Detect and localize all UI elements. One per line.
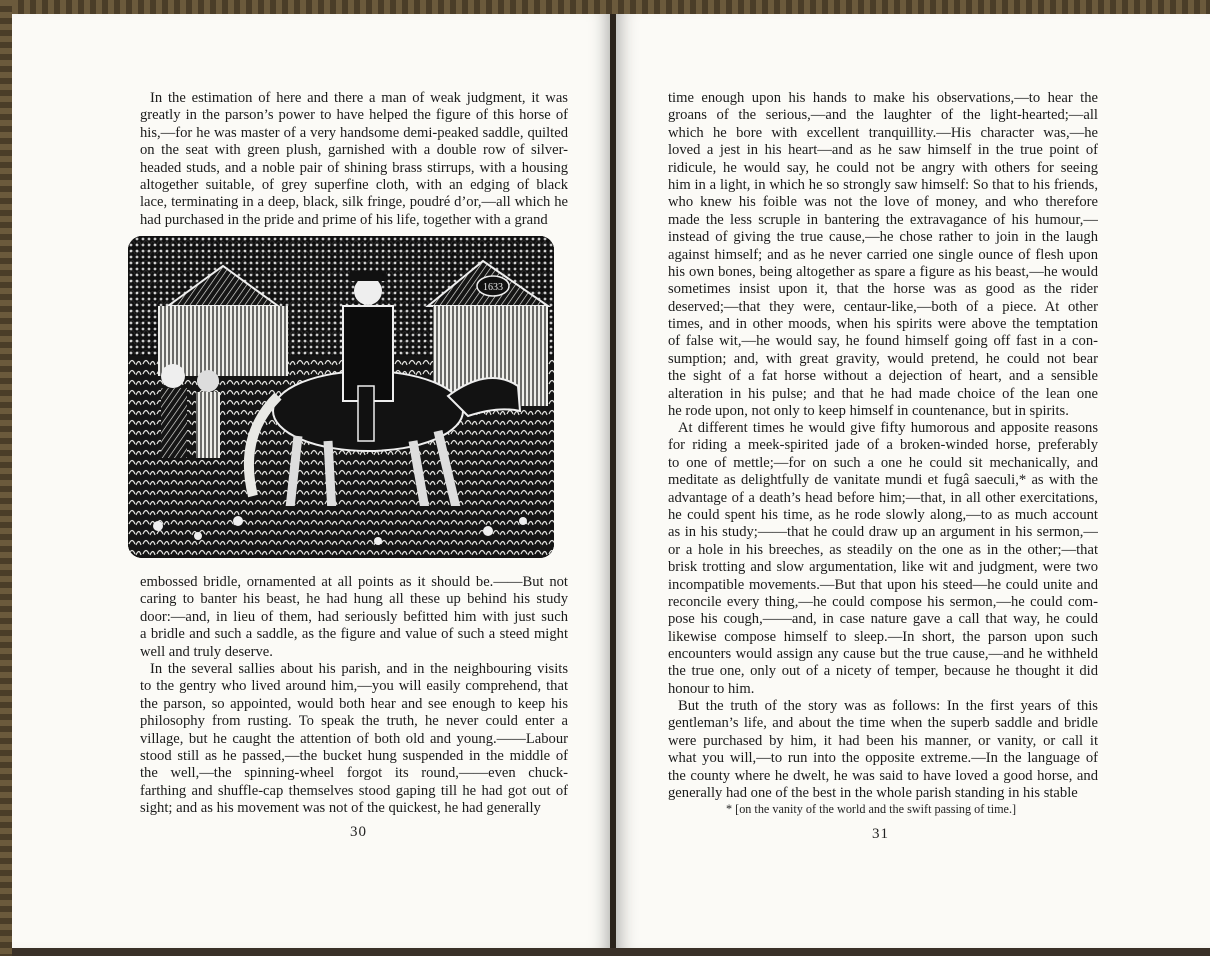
text-line: farthing and shuffle-cap themselves stood gaping till he had got out of: [140, 782, 568, 799]
text-line: generally had one of the best in the whole parish standing in his stable: [668, 784, 1078, 801]
footnote: * [on the vanity of the world and the swift passing of time.]: [726, 802, 1017, 816]
text-line: to one of mettle;—for on such a one he could sit mechanically, and: [668, 454, 1098, 471]
left-para-2: [140, 574, 568, 661]
page-number-left: 30: [350, 824, 367, 840]
page-number-right: 31: [872, 826, 889, 842]
text-line: made the less scruple in bantering the extravagance of his humour,—: [668, 211, 1098, 228]
text-line: a bridle and such a saddle, as the figure and value of such a steed might: [140, 626, 568, 643]
text-line: who knew his foible was not the love of money, and who therefore: [668, 194, 1098, 211]
text-line: alteration in his pulse; and that he had made choice of the lean one: [668, 385, 1098, 402]
text-line: or a hole in his breeches, as steadily on the one as in the other;—that: [668, 541, 1098, 558]
text-line: which he bore with excellent tranquillity.—His character was,—he: [668, 124, 1098, 141]
text-line: lace, terminating in a deep, black, silk fringe, poudré d’or,—all which he: [140, 194, 568, 211]
text-line: groans of the serious,—and the laughter of the light-hearted;—all: [668, 107, 1098, 124]
text-line: loved a jest in his heart—and as he saw himself in the true point of: [668, 142, 1098, 159]
text-line: honour to him.: [668, 680, 755, 697]
text-line: instead of giving the true cause,—he chose rather to join in the laugh: [668, 229, 1098, 246]
text-line: for riding a meek-spirited jade of a broken-winded horse, preferably: [668, 437, 1098, 454]
text-line: on the seat with green plush, garnished with a double row of silver-: [140, 142, 568, 159]
right-para-3: [668, 698, 1098, 802]
text-line: altogether suitable, of grey superfine cloth, with an edging of black: [140, 176, 568, 193]
text-line: the true one, only out of a nicety of temper, because he thought it did: [668, 663, 1098, 680]
text-line: In the estimation of here and there a man of weak judgment, it was: [150, 90, 568, 106]
text-line: door:—and, in lieu of them, had seriously befitted him with just such: [140, 608, 568, 625]
text-line: the county where he dwelt, he was said to have loved a good horse, and: [668, 767, 1098, 784]
text-line: advantage of a death’s head before him;—that, in all other exercitations,: [668, 489, 1098, 506]
text-line: were purchased by him, it had been his manner, or vanity, or call it: [668, 732, 1098, 749]
right-para-1: [668, 90, 1098, 420]
text-line: times, and in other moods, when his spirits were above the temptation: [668, 316, 1098, 333]
text-line: caring to banter his beast, he had hung all these up behind his study: [140, 591, 568, 608]
text-line: well and truly deserve.: [140, 643, 273, 660]
text-line: him in a light, in which he so strongly saw himself: So that to his friends,: [668, 176, 1098, 193]
text-line: to the gentry who lived around him,—you will easily comprehend, that: [140, 678, 568, 695]
text-line: his,—for he was master of a very handsome demi-peaked saddle, quilted: [140, 124, 568, 141]
left-para-3: [140, 661, 568, 818]
text-line: greatly in the parson’s power to have helped the figure of this horse of: [140, 107, 568, 124]
text-line: meditate as delightfully de vanitate mundi et fugâ saeculi,* as with the: [668, 472, 1098, 489]
text-line: of false wit,—he would say, he found himself going off fast in a con-: [668, 333, 1098, 350]
text-line: time enough upon his hands to make his observations,—to hear the: [668, 90, 1098, 106]
text-line: encounters would assign any cause but the true cause,—and he withheld: [668, 646, 1098, 663]
text-line: he could spent his time, as he rode slowly along,—to as much account: [668, 506, 1098, 523]
text-line: had purchased in the pride and prime of his life, together with a grand: [140, 211, 548, 228]
book-cover-edge-left: [0, 0, 12, 956]
text-line: the sight of a fat horse without a dejection of heart, and a sensible: [668, 368, 1098, 385]
text-line: ridicule, he would say, he could not be angry with others for seeing: [668, 159, 1098, 176]
text-line: he rode upon, not only to keep himself in countenance, but in spirits.: [668, 403, 1069, 420]
left-para-1: [140, 90, 568, 229]
date-plaque: 1633: [483, 282, 503, 293]
text-line: philosophy from rusting. To speak the truth, he never could enter a: [140, 713, 568, 730]
text-line: village, but he caught the attention of both old and young.——Labour: [140, 730, 568, 747]
text-line: pose his cough,——and, in case nature gave a call that way, he could: [668, 611, 1098, 628]
text-line: headed studs, and a noble pair of shining brass stirrups, with a housing: [140, 159, 568, 176]
text-line: likewise compose himself to sleep.—In short, the parson upon such: [668, 628, 1098, 645]
text-line: In the several sallies about his parish, and in the neighbouring visits: [150, 661, 568, 677]
text-line: sumption; and, with great gravity, would pretend, he could not bear: [668, 350, 1098, 367]
text-line: But the truth of the story was as follows: In the first years of this: [678, 698, 1098, 714]
right-para-2: [668, 420, 1098, 698]
text-line: brisk trotting and slow argumentation, like wit and judgment, were two: [668, 559, 1098, 576]
text-line: embossed bridle, ornamented at all points as it should be.——But not: [140, 574, 568, 590]
text-line: gentleman’s life, and about the time when the superb saddle and bridle: [668, 715, 1098, 732]
text-line: incompatible movements.—But that upon his steed—he could unite and: [668, 576, 1098, 593]
text-line: the parson, so appointed, would both hear and see enough to keep his: [140, 695, 568, 712]
book-cover-edge: [0, 0, 1210, 14]
text-line: his own bones, being altogether as spare a figure as his beast,—he would: [668, 263, 1098, 280]
text-line: deserved;—that they were, centaur-like,—both of a piece. At other: [668, 298, 1098, 315]
text-line: sight; and as his movement was not of the quickest, he had generally: [140, 800, 541, 817]
text-line: against himself; and as he never carried one single ounce of flesh upon: [668, 246, 1098, 263]
text-line: as in his study;——that he could draw up an argument in his sermon,—: [668, 524, 1098, 541]
woodcut-illustration: [128, 236, 554, 558]
text-line: sometimes insist upon it, that the horse was as good as the rider: [668, 281, 1098, 298]
text-line: the well,—the spinning-wheel forgot its round,——even chuck-: [140, 765, 568, 782]
text-line: stood still as he passed,—the bucket hung suspended in the middle of: [140, 747, 568, 764]
text-line: At different times he would give fifty humorous and apposite reasons: [678, 420, 1098, 436]
text-line: what you will,—to run into the opposite extreme.—In the language of: [668, 750, 1098, 767]
text-line: reconcile every thing,—he could compose his sermon,—he could com-: [668, 593, 1098, 610]
